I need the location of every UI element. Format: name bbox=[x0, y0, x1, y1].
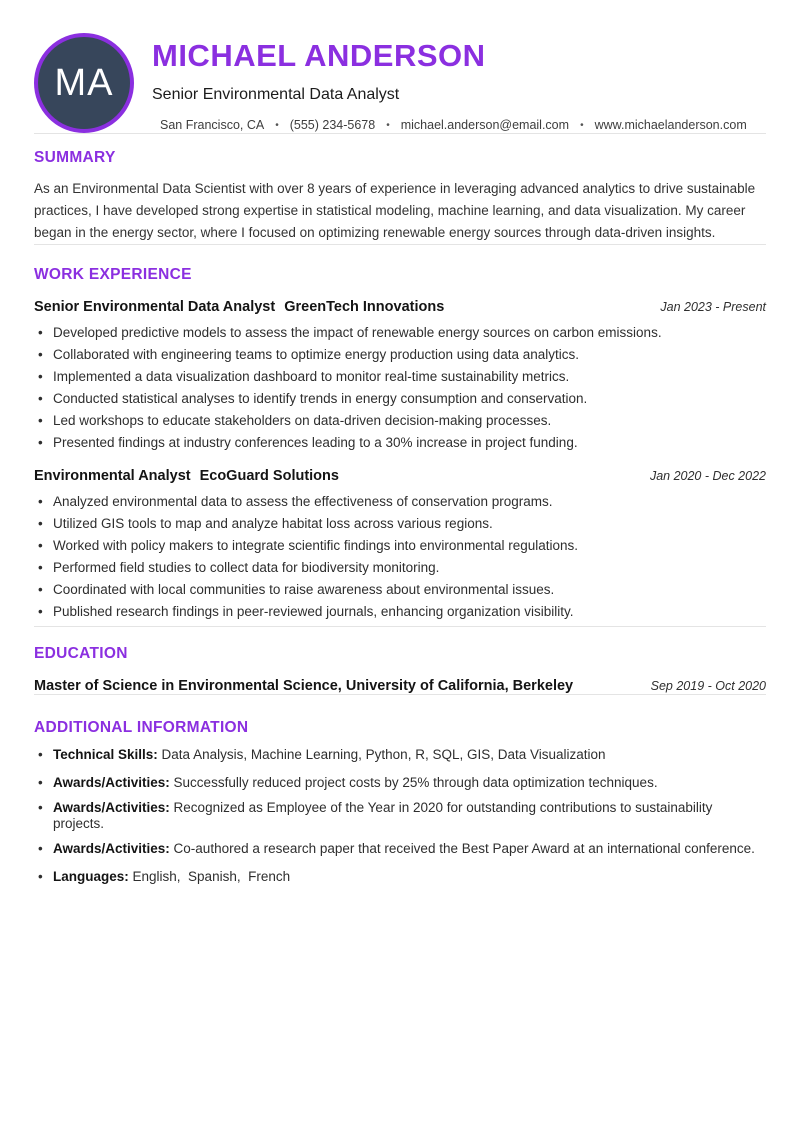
info-label: Awards/Activities: bbox=[53, 841, 170, 856]
job-bullet: • Conducted statistical analyses to identify trends in energy consumption and conservation. bbox=[38, 391, 766, 407]
job-dates: Jan 2023 - Present bbox=[660, 300, 766, 314]
additional-info-item bbox=[38, 800, 766, 832]
job-bullet: • Collaborated with engineering teams to optimize energy production using data analytics. bbox=[38, 347, 766, 363]
job-dates: Jan 2020 - Dec 2022 bbox=[649, 469, 766, 483]
job-bullet: • Coordinated with local communities to raise awareness about environmental issues. bbox=[38, 582, 766, 598]
job-bullet: • Led workshops to educate stakeholders on data-driven decision-making processes. bbox=[38, 413, 766, 429]
additional-info-item bbox=[38, 841, 766, 857]
contact-row bbox=[152, 118, 747, 132]
education-section bbox=[34, 645, 766, 694]
job-company: GreenTech Innovations bbox=[284, 299, 445, 315]
section-divider bbox=[34, 133, 766, 134]
info-text: Recognized as Employee of the Year in 2020 for outstanding contributions to sustainability projects. bbox=[53, 800, 717, 831]
section-divider bbox=[34, 626, 766, 627]
job-entry-header bbox=[34, 468, 766, 484]
job-bullet: • Developed predictive models to assess the impact of renewable energy sources on carbon emissions. bbox=[38, 325, 766, 341]
person-name: MICHAEL ANDERSON bbox=[152, 38, 486, 73]
job-position: Environmental Analyst bbox=[34, 468, 191, 484]
education-degree: Master of Science in Environmental Science, University of California, Berkeley bbox=[34, 678, 574, 694]
job-bullet-list bbox=[34, 325, 766, 451]
work-experience-section bbox=[34, 266, 766, 620]
additional-information-section bbox=[34, 719, 766, 885]
job-bullet: • Implemented a data visualization dashboard to monitor real-time sustainability metrics. bbox=[38, 369, 766, 385]
info-label: Technical Skills: bbox=[53, 747, 158, 762]
summary-heading: SUMMARY bbox=[34, 149, 116, 166]
summary-section bbox=[34, 149, 766, 244]
education-entry-header bbox=[34, 678, 766, 694]
section-divider bbox=[34, 244, 766, 245]
education-heading: EDUCATION bbox=[34, 645, 128, 662]
education-dates: Sep 2019 - Oct 2020 bbox=[650, 679, 766, 693]
contact-location: San Francisco, CA bbox=[160, 118, 265, 133]
dot-separator-icon: • bbox=[386, 119, 390, 131]
info-text: Data Analysis, Machine Learning, Python, R, SQL, GIS, Data Visualization bbox=[157, 747, 606, 762]
avatar bbox=[34, 33, 134, 133]
avatar-initials: MA bbox=[54, 61, 114, 104]
additional-info-item bbox=[38, 869, 766, 885]
job-company: EcoGuard Solutions bbox=[199, 468, 339, 484]
contact-phone: (555) 234-5678 bbox=[289, 118, 376, 133]
summary-text: As an Environmental Data Scientist with over 8 years of experience in leveraging advanced analytics to drive sustainable practices, I have developed strong expertise in statistical modeling, machine learning, and data visualization. My career began in the energy sector, where I focused on optimizing renewable energy sources through data-driven insights. bbox=[34, 181, 756, 240]
resume-header bbox=[34, 33, 766, 133]
job-title-line bbox=[34, 299, 444, 315]
additional-info-item bbox=[38, 775, 766, 791]
info-text: Co-authored a research paper that received the Best Paper Award at an international conference. bbox=[169, 841, 755, 856]
job-bullet: • Analyzed environmental data to assess the effectiveness of conservation programs. bbox=[38, 494, 766, 510]
dot-separator-icon: • bbox=[580, 119, 584, 131]
job-entry-header bbox=[34, 299, 766, 315]
job-title-line bbox=[34, 468, 339, 484]
dot-separator-icon: • bbox=[275, 119, 279, 131]
additional-information-heading: ADDITIONAL INFORMATION bbox=[34, 719, 249, 736]
job-bullet: • Published research findings in peer-reviewed journals, enhancing organization visibility. bbox=[38, 604, 766, 620]
section-divider bbox=[34, 694, 766, 695]
additional-info-item bbox=[38, 747, 766, 763]
work-experience-heading: WORK EXPERIENCE bbox=[34, 266, 192, 283]
info-label: Awards/Activities: bbox=[53, 775, 170, 790]
info-text: English, Spanish, French bbox=[128, 869, 291, 884]
job-bullet: • Worked with policy makers to integrate scientific findings into environmental regulations. bbox=[38, 538, 766, 554]
person-job-title: Senior Environmental Data Analyst bbox=[152, 86, 400, 104]
job-bullet: • Utilized GIS tools to map and analyze habitat loss across various regions. bbox=[38, 516, 766, 532]
job-bullet: • Presented findings at industry conferences leading to a 30% increase in project funding. bbox=[38, 435, 766, 451]
additional-info-list bbox=[34, 747, 766, 885]
contact-email: michael.anderson@email.com bbox=[400, 118, 570, 133]
job-bullet-list bbox=[34, 494, 766, 620]
info-label: Awards/Activities: bbox=[53, 800, 170, 815]
job-bullet: • Performed field studies to collect data for biodiversity monitoring. bbox=[38, 560, 766, 576]
header-text bbox=[152, 33, 747, 132]
info-text: Successfully reduced project costs by 25% through data optimization techniques. bbox=[169, 775, 658, 790]
job-position: Senior Environmental Data Analyst bbox=[34, 299, 276, 315]
contact-website: www.michaelanderson.com bbox=[594, 118, 747, 133]
info-label: Languages: bbox=[53, 869, 129, 884]
